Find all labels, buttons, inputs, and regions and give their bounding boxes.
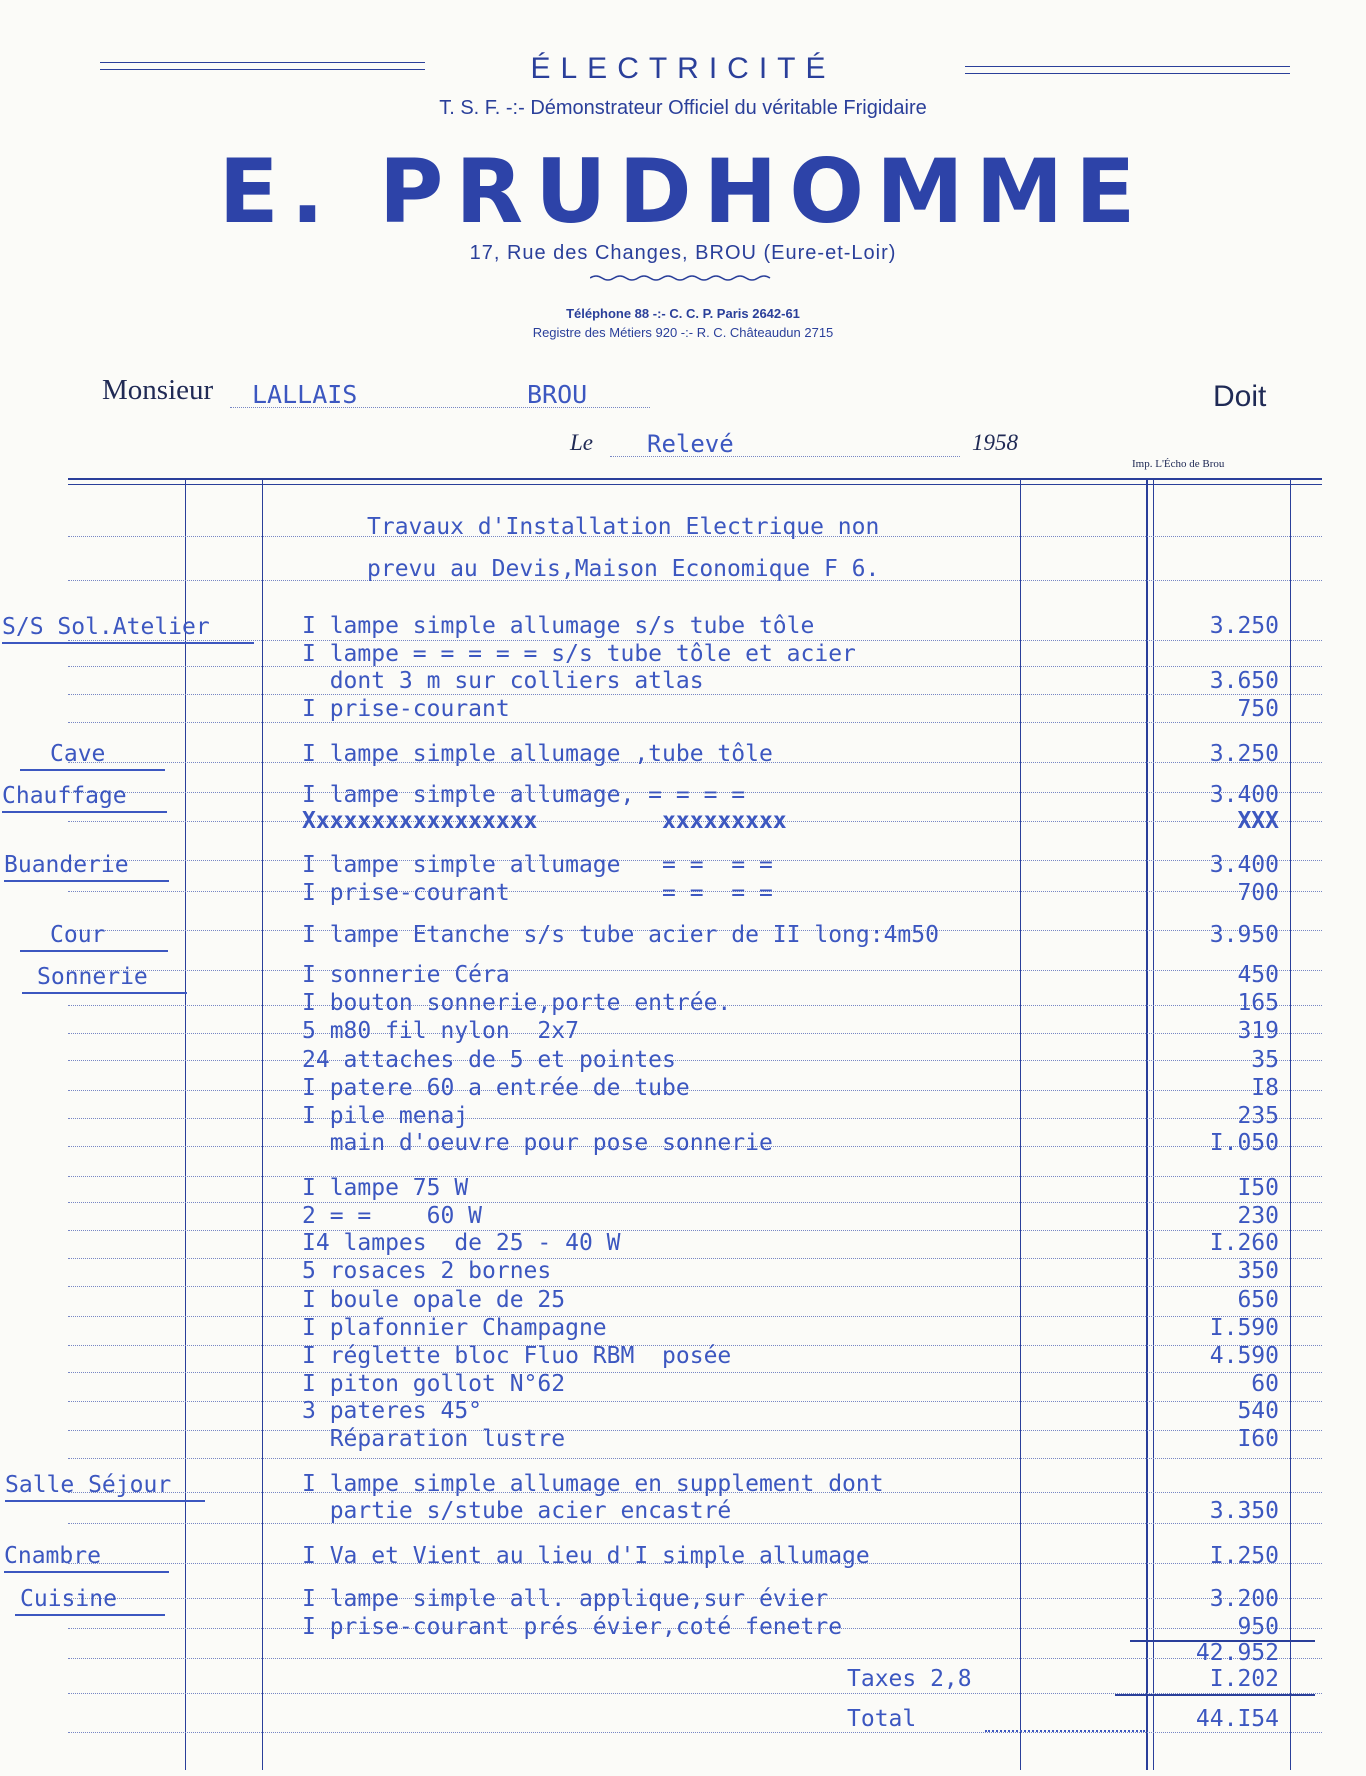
line-item-description: I sonnerie Céra [302,962,510,988]
subtotal-amount: 42.952 [1195,1640,1279,1666]
recipient-name: LALLAIS [252,380,358,409]
intro-line-2: prevu au Devis,Maison Economique F 6. [367,556,880,582]
ruled-line [68,1658,1322,1659]
taxes-amount: I.202 [1209,1666,1279,1692]
line-item-description: I bouton sonnerie,porte entrée. [302,990,732,1016]
ruled-line [68,1118,1322,1119]
line-item-description: I prise-courant = = = = [302,880,773,906]
line-item-description: 3 pateres 45° [302,1398,483,1424]
line-item-amount: 350 [1237,1258,1279,1284]
table-top-rule [68,478,1322,480]
ruled-line [68,1401,1322,1402]
line-item-amount: XXX [1237,808,1279,834]
column-line-2 [262,480,263,1770]
recipient-dotline [230,407,650,408]
column-line-6 [1290,480,1291,1770]
line-item-description: 5 m80 fil nylon 2x7 [302,1018,579,1044]
line-item-amount: I.590 [1209,1315,1279,1341]
line-item-amount: 3.650 [1209,668,1279,694]
line-item-description: I pile menaj [302,1103,469,1129]
column-line-4 [1146,480,1148,1770]
ruled-line [68,722,1322,723]
category-label: Chauffage [2,783,127,809]
contact-line-1: Téléphone 88 -:- C. C. P. Paris 2642-61 [566,306,800,321]
line-item-amount: 60 [1251,1371,1279,1397]
letterhead-subtitle: T. S. F. -:- Démonstrateur Officiel du véritable Frigidaire [439,97,927,119]
line-item-description: I boule opale de 25 [302,1287,566,1313]
category-label: Buanderie [4,852,129,878]
line-item-amount: 230 [1237,1203,1279,1229]
line-item-description: I lampe simple all. applique,sur évier [302,1586,829,1612]
line-item-amount: 950 [1237,1614,1279,1640]
ruled-line [68,1258,1322,1259]
ruled-line [68,1316,1322,1317]
column-line-3 [1020,480,1021,1770]
line-item-description: I lampe simple allumage ,tube tôle [302,741,773,767]
recipient-town: BROU [527,380,588,409]
line-item-amount: 165 [1237,990,1279,1016]
line-item-description: I lampe 75 W [302,1175,469,1201]
line-item-description: Réparation lustre [302,1426,566,1452]
line-item-amount: 450 [1237,962,1279,988]
line-item-amount: 3.250 [1209,613,1279,639]
line-item-amount: 4.590 [1209,1343,1279,1369]
ruled-line [68,1176,1322,1177]
date-value: Relevé [647,430,734,458]
total-rule [1115,1694,1315,1696]
line-item-description: I patere 60 a entrée de tube [302,1075,690,1101]
category-label: Cour [50,922,105,948]
ruled-line [68,1060,1322,1061]
year: 1958 [972,430,1018,455]
line-item-description: I plafonnier Champagne [302,1315,607,1341]
column-line-1 [185,480,186,1770]
total-amount: 44.I54 [1195,1706,1279,1732]
line-item-description: I lampe Etanche s/s tube acier de II long:4m50 [302,922,939,948]
ruled-line [68,1230,1322,1231]
intro-line-1: Travaux d'Installation Electrique non [367,514,880,540]
line-item-amount: I8 [1251,1075,1279,1101]
line-item-description: I lampe simple allumage en supplement dont [302,1471,884,1497]
line-item-amount: 3.400 [1209,782,1279,808]
wave-divider [590,274,776,282]
line-item-amount: I60 [1237,1426,1279,1452]
line-item-amount: I.050 [1209,1130,1279,1156]
line-item-amount: 35 [1251,1047,1279,1073]
line-item-description: I4 lampes de 25 - 40 W [302,1230,621,1256]
line-item-amount: 3.200 [1209,1586,1279,1612]
category-label: S/S Sol.Atelier [2,614,210,640]
contact-line-2: Registre des Métiers 920 -:- R. C. Châteaudun 2715 [532,325,834,340]
line-item-description: I piton gollot N°62 [302,1371,566,1397]
ruled-line [68,694,1322,695]
line-item-description: 5 rosaces 2 bornes [302,1258,552,1284]
line-item-amount: 540 [1237,1398,1279,1424]
line-item-amount: 650 [1237,1287,1279,1313]
line-item-description: dont 3 m sur colliers atlas [302,668,704,694]
letterhead-title: ÉLECTRICITÉ [530,52,836,85]
salutation: Monsieur [102,374,214,406]
company-address: 17, Rue des Changes, BROU (Eure-et-Loir) [469,242,897,264]
line-item-amount: 700 [1237,880,1279,906]
category-label: Cave [50,741,105,767]
category-label: Salle Séjour [5,1472,171,1498]
line-item-amount: 3.350 [1209,1498,1279,1524]
ruled-line [68,1458,1322,1459]
total-leader [985,1730,1145,1732]
ruled-line [68,1033,1322,1034]
line-item-description: I réglette bloc Fluo RBM posée [302,1343,732,1369]
table-top-rule-2 [68,484,1322,485]
total-label: Total [847,1706,917,1732]
line-item-amount: 3.400 [1209,852,1279,878]
line-item-description: I lampe = = = = = s/s tube tôle et acier [302,641,856,667]
ruled-line [68,1372,1322,1373]
category-label: Cnambre [4,1543,101,1569]
line-item-amount: 3.250 [1209,741,1279,767]
ruled-line [68,1090,1322,1091]
line-item-description: 2 = = 60 W [302,1203,483,1229]
line-item-description: main d'oeuvre pour pose sonnerie [302,1130,773,1156]
line-item-amount: 319 [1237,1018,1279,1044]
category-label: Sonnerie [37,964,148,990]
line-item-amount: 235 [1237,1103,1279,1129]
taxes-label: Taxes 2,8 [847,1666,972,1692]
date-dotline [610,456,960,457]
line-item-description: I lampe simple allumage s/s tube tôle [302,613,815,639]
doit-label: Doit [1213,380,1267,413]
line-item-amount: I.250 [1209,1543,1279,1569]
ruled-line [68,1732,1322,1733]
company-name: E. PRUDHOMME [218,140,1148,243]
line-item-amount: I.260 [1209,1230,1279,1256]
line-item-description: I prise-courant [302,696,510,722]
line-item-amount: I50 [1237,1175,1279,1201]
line-item-description: I Va et Vient au lieu d'I simple allumage [302,1543,870,1569]
line-item-description: I prise-courant prés évier,coté fenetre [302,1614,843,1640]
line-item-description: 24 attaches de 5 et pointes [302,1047,676,1073]
line-item-description: I lampe simple allumage, = = = = [302,782,746,808]
line-item-amount: 750 [1237,696,1279,722]
line-item-description: partie s/stube acier encastré [302,1498,732,1524]
line-item-amount: 3.950 [1209,922,1279,948]
date-prefix: Le [570,430,593,455]
ruled-line [68,1430,1322,1431]
ruled-line [68,1286,1322,1287]
ruled-line [68,1202,1322,1203]
category-label: Cuisine [20,1586,117,1612]
line-item-description: I lampe simple allumage = = = = [302,852,773,878]
column-line-5 [1153,480,1154,1770]
printer-credit: Imp. L'Écho de Brou [1132,458,1225,470]
line-item-description: Xxxxxxxxxxxxxxxxx xxxxxxxxx [302,808,787,834]
ruled-line [68,970,1322,971]
